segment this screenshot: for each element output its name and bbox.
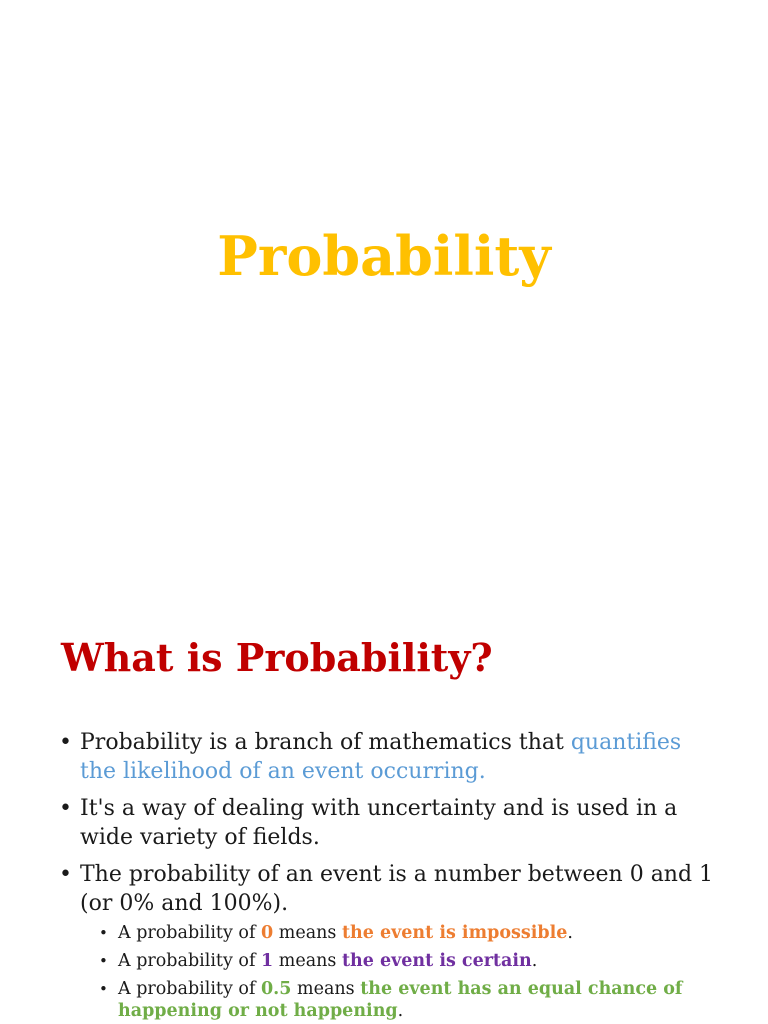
slide-title: Probability (217, 224, 551, 288)
bullet-item-range (0, 860, 720, 1022)
slide-heading: What is Probability? (61, 635, 493, 680)
sub-bullet-prefix: A probability of (118, 951, 261, 971)
probability-meaning: the event is impossible (341, 923, 568, 943)
probability-meaning: the event has an equal chance of happening or not happening (118, 979, 683, 1021)
content-slide (0, 576, 768, 1024)
bullet-text: Probability is a branch of mathematics that (80, 730, 571, 755)
bullet-item-definition (0, 728, 720, 786)
sub-bullet-middle: means (291, 979, 361, 999)
probability-value: 0.5 (261, 979, 292, 999)
sub-bullet-item-zero (80, 922, 720, 944)
sub-bullet-suffix: . (531, 951, 538, 971)
sub-bullet-item-half (80, 978, 720, 1022)
sub-bullet-suffix: . (397, 1001, 404, 1021)
probability-value: 1 (261, 951, 274, 971)
sub-bullet-prefix: A probability of (118, 923, 261, 943)
sub-bullet-middle: means (273, 951, 342, 971)
probability-value: 0 (261, 923, 274, 943)
probability-meaning: the event is certain (341, 951, 532, 971)
bullet-list (0, 728, 720, 1024)
sub-bullet-item-one (80, 950, 720, 972)
bullet-text: The probability of an event is a number between 0 and 1 (or 0% and 100%). (80, 862, 714, 916)
sub-bullet-prefix: A probability of (118, 979, 261, 999)
bullet-item-uncertainty (0, 794, 720, 852)
bullet-highlight: quantifies the likelihood of an event occurring. (80, 730, 682, 784)
bullet-text: It's a way of dealing with uncertainty and is used in a wide variety of fields. (80, 796, 678, 850)
sub-bullet-list (80, 922, 720, 1022)
sub-bullet-suffix: . (567, 923, 573, 943)
sub-bullet-middle: means (273, 923, 342, 943)
